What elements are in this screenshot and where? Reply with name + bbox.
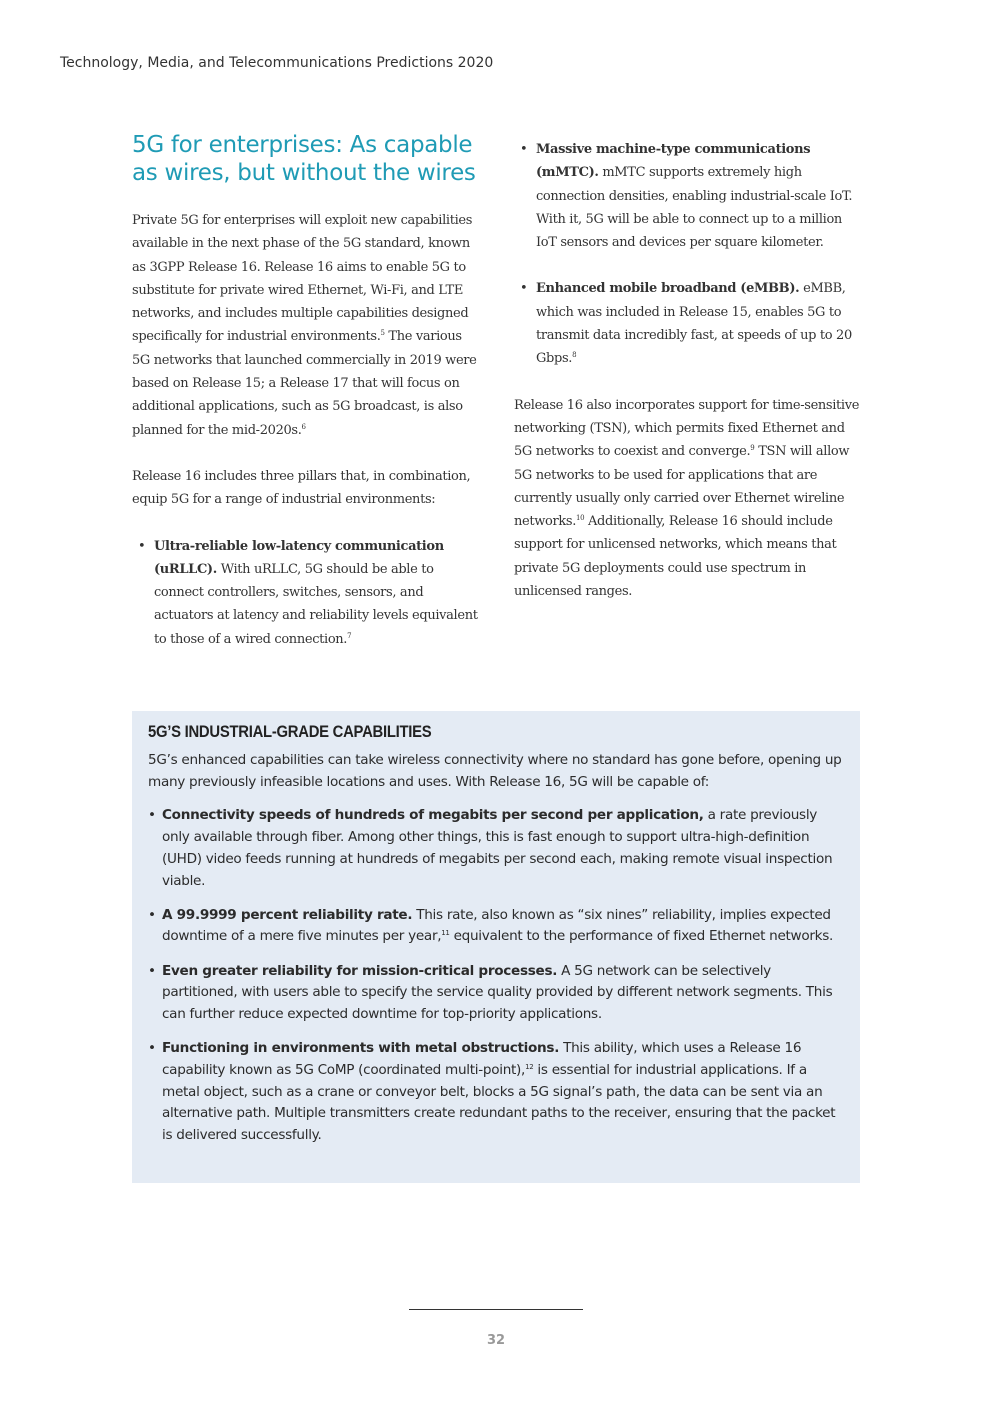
section-title [132, 131, 480, 187]
intro-paragraph [132, 209, 480, 442]
pillar-title: Enhanced mobile broadband (eMBB). [536, 281, 800, 297]
pillar-text: With uRLLC, 5G should be able to connect controllers, switches, sensors, and actuators at latency and reliability levels equivalent to those of a wired connection. [154, 561, 478, 647]
capability-text: This ability, which uses a Release 16 capability known as 5G CoMP (coordinated multi-point), [162, 1040, 802, 1078]
footnote-ref: 6 [301, 422, 306, 431]
footer-rule [409, 1309, 583, 1310]
pillars-list-left [132, 535, 480, 651]
capability-title: Functioning in environments with metal obstructions. [162, 1040, 560, 1057]
bullet-dot: • [138, 538, 146, 554]
tsn-text: Release 16 also incorporates support for time-sensitive networking (TSN), which permits fixed Ethernet and 5G networks to coexist and converge. [514, 397, 860, 460]
bullet-dot: • [148, 962, 156, 979]
pillar-title: Ultra-reliable low-latency communication (uRLLC). [154, 538, 444, 577]
intro-text-2: The various 5G networks that launched commercially in 2019 were based on Release 15; a Release 17 that will focus on additional applications, such as 5G broadcast, is also planned for the mid-2020s. [132, 329, 477, 438]
footnote-ref: 8 [572, 351, 577, 360]
section-title-line-1: 5G for enterprises: As capable [132, 132, 473, 158]
list-item [132, 535, 480, 651]
pillar-text: eMBB, which was included in Release 15, enables 5G to transmit data incredibly fast, at speeds of up to 20 Gbps. [536, 281, 852, 367]
pillar-text: mMTC supports extremely high connection densities, enabling industrial-scale IoT. With it, 5G will be able to connect up to a million IoT sensors and devices per square kilometer. [536, 165, 853, 251]
list-item [148, 805, 844, 892]
callout-list [148, 805, 844, 1146]
capability-title: Connectivity speeds of hundreds of megabits per second per application, [162, 807, 704, 824]
bullet-dot: • [148, 807, 156, 824]
bullet-dot: • [148, 906, 156, 923]
capability-text: This rate, also known as “six nines” reliability, implies expected downtime of a mere five minutes per year, [162, 906, 831, 945]
capability-title: Even greater reliability for mission-critical processes. [162, 962, 558, 979]
list-item [514, 138, 860, 254]
capability-text: a rate previously only available through fiber. Among other things, this is fast enough to support ultra-high-definition (UHD) video feeds running at hundreds of megabits per second each, making remote visual inspection viable. [162, 807, 833, 889]
callout-title: 5G’S INDUSTRIAL-GRADE CAPABILITIES [148, 723, 432, 741]
right-column [514, 138, 860, 603]
pillar-title: Massive machine-type communications (mMTC). [536, 142, 811, 181]
pillars-list-right [514, 138, 860, 371]
pillars-paragraph: Release 16 includes three pillars that, in combination, equip 5G for a range of industrial environments: [132, 468, 471, 508]
footnote-ref: 12 [525, 1062, 534, 1071]
list-item [148, 905, 844, 948]
tsn-paragraph [514, 394, 860, 604]
footnote-ref: 7 [347, 631, 352, 640]
footnote-ref: 9 [750, 444, 755, 453]
footnote-ref: 11 [441, 929, 450, 938]
list-item [148, 1038, 844, 1147]
bullet-dot: • [148, 1040, 156, 1057]
left-body [132, 209, 480, 651]
tsn-text-2: TSN will allow 5G networks to be used for applications that are currently usually only carried over Ethernet wireline networks. [514, 444, 850, 530]
left-column [132, 131, 480, 674]
intro-text: Private 5G for enterprises will exploit new capabilities available in the next phase of the 5G standard, known as 3GPP Release 16. Release 16 aims to enable 5G to substitute for private wired Ethernet, Wi-Fi, and LTE networks, and includes multiple capabilities designed specifically for industrial environments. [132, 213, 473, 345]
capability-text-2: equivalent to the performance of fixed Ethernet networks. [449, 928, 834, 945]
section-title-line-2: as wires, but without the wires [132, 160, 476, 186]
footnote-ref: 10 [576, 514, 585, 523]
capability-text-2: is essential for industrial applications. If a metal object, such as a crane or conveyor belt, blocks a 5G signal’s path, the data can be sent via an alternative path. Multiple transmitters create redundant paths to the receiver, ensuring that the packet is delivered successfully. [162, 1061, 836, 1144]
footnote-ref: 5 [380, 329, 385, 338]
tsn-text-3: Additionally, Release 16 should include support for unlicensed networks, which means that private 5G deployments could use spectrum in unlicensed ranges. [514, 514, 837, 600]
running-header: Technology, Media, and Telecommunications Predictions 2020 [60, 55, 494, 71]
page-number: 32 [486, 1333, 506, 1348]
bullet-dot: • [520, 281, 528, 297]
capability-title: A 99.9999 percent reliability rate. [162, 906, 413, 923]
capabilities-callout [132, 711, 860, 1183]
callout-intro: 5G’s enhanced capabilities can take wireless connectivity where no standard has gone before, opening up many previously infeasible locations and uses. With Release 16, 5G will be capable of: [148, 752, 842, 790]
list-item [148, 961, 844, 1026]
capability-text: A 5G network can be selectively partitioned, with users able to specify the service quality provided by different network segments. This can further reduce expected downtime for top-priority applications. [162, 962, 833, 1023]
list-item [514, 277, 860, 370]
bullet-dot: • [520, 142, 528, 157]
